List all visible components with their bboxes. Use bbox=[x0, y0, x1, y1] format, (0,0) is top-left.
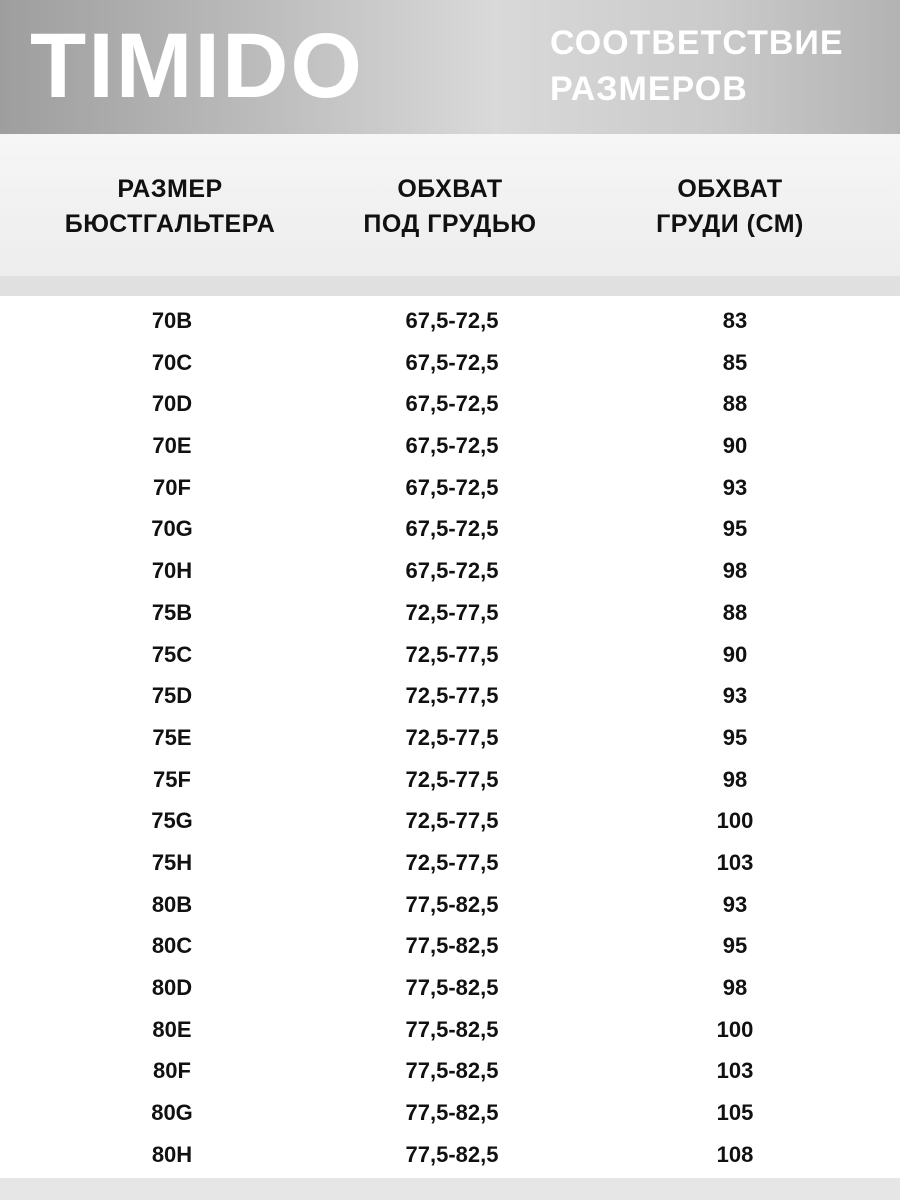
size-cell: 80H bbox=[151, 1141, 193, 1167]
header-banner bbox=[0, 0, 900, 134]
table-row bbox=[0, 550, 900, 592]
bust-cell: 90 bbox=[722, 433, 748, 459]
bust-cell: 105 bbox=[716, 1100, 754, 1126]
bust-cell: 95 bbox=[722, 724, 748, 750]
title-line-2: РАЗМЕРОВ bbox=[550, 70, 748, 108]
size-cell: 80E bbox=[152, 1016, 192, 1042]
size-cell: 70E bbox=[152, 433, 192, 459]
table-row bbox=[0, 842, 900, 884]
table-row bbox=[0, 300, 900, 342]
bust-cell: 98 bbox=[722, 558, 748, 584]
size-cell: 70B bbox=[151, 308, 193, 333]
table-row bbox=[0, 592, 900, 634]
underbust-cell: 77,5-82,5 bbox=[405, 1141, 499, 1167]
underbust-cell: 72,5-77,5 bbox=[405, 849, 499, 875]
column-header-underbust bbox=[310, 172, 590, 242]
table-row bbox=[0, 1050, 900, 1092]
underbust-cell: 67,5-72,5 bbox=[405, 349, 499, 375]
bust-cell: 88 bbox=[722, 599, 748, 625]
header-text: БЮСТГАЛЬТЕРА bbox=[64, 210, 276, 238]
header-text: ГРУДИ (СМ) bbox=[656, 210, 804, 238]
bust-cell: 88 bbox=[722, 391, 748, 417]
table-row bbox=[0, 675, 900, 717]
size-cell: 80D bbox=[151, 975, 193, 1000]
size-cell: 75B bbox=[151, 599, 193, 625]
underbust-cell: 77,5-82,5 bbox=[405, 933, 499, 959]
underbust-cell: 67,5-72,5 bbox=[405, 391, 499, 417]
bust-cell: 100 bbox=[716, 1016, 754, 1042]
bust-cell: 93 bbox=[722, 891, 748, 917]
size-cell: 70F bbox=[153, 474, 191, 500]
bust-cell: 98 bbox=[722, 766, 748, 792]
table-header bbox=[0, 134, 900, 276]
bust-cell: 108 bbox=[716, 1141, 754, 1167]
underbust-cell: 77,5-82,5 bbox=[405, 975, 499, 1000]
table-row bbox=[0, 800, 900, 842]
header-text: РАЗМЕР bbox=[117, 175, 223, 203]
size-cell: 80C bbox=[151, 933, 193, 959]
underbust-cell: 67,5-72,5 bbox=[405, 308, 499, 333]
bust-cell: 103 bbox=[716, 849, 754, 875]
table-row bbox=[0, 1134, 900, 1176]
header-divider bbox=[0, 276, 900, 296]
underbust-cell: 77,5-82,5 bbox=[405, 1100, 499, 1126]
header-text: ОБХВАТ bbox=[397, 175, 503, 203]
size-cell: 80B bbox=[151, 891, 193, 917]
size-cell: 70G bbox=[151, 516, 193, 542]
table-row bbox=[0, 967, 900, 1009]
underbust-cell: 77,5-82,5 bbox=[405, 1058, 499, 1084]
size-cell: 80F bbox=[153, 1058, 191, 1084]
underbust-cell: 72,5-77,5 bbox=[405, 641, 499, 667]
table-row bbox=[0, 884, 900, 926]
table-row bbox=[0, 425, 900, 467]
header-text: ПОД ГРУДЬЮ bbox=[363, 210, 537, 238]
underbust-cell: 67,5-72,5 bbox=[405, 558, 499, 584]
title-line-1: СООТВЕТСТВИЕ bbox=[550, 24, 844, 62]
table-row bbox=[0, 342, 900, 384]
bust-cell: 85 bbox=[722, 349, 748, 375]
underbust-cell: 72,5-77,5 bbox=[405, 766, 499, 792]
bust-cell: 93 bbox=[722, 474, 748, 500]
bust-cell: 83 bbox=[722, 308, 748, 333]
bust-cell: 98 bbox=[722, 975, 748, 1000]
underbust-cell: 67,5-72,5 bbox=[405, 516, 499, 542]
size-cell: 75E bbox=[152, 724, 192, 750]
table-row bbox=[0, 634, 900, 676]
brand-logo: TIMIDO bbox=[30, 15, 364, 117]
underbust-cell: 67,5-72,5 bbox=[405, 433, 499, 459]
table-row bbox=[0, 1092, 900, 1134]
table-row bbox=[0, 1009, 900, 1051]
column-header-size bbox=[30, 172, 310, 242]
page-title bbox=[550, 20, 890, 112]
size-cell: 70C bbox=[151, 349, 193, 375]
size-cell: 75F bbox=[153, 766, 191, 792]
underbust-cell: 72,5-77,5 bbox=[405, 599, 499, 625]
underbust-cell: 67,5-72,5 bbox=[405, 474, 499, 500]
underbust-cell: 72,5-77,5 bbox=[405, 724, 499, 750]
bust-cell: 90 bbox=[722, 641, 748, 667]
size-cell: 70H bbox=[151, 558, 193, 584]
column-header-bust bbox=[590, 172, 870, 242]
size-cell: 75G bbox=[151, 808, 193, 834]
size-cell: 75D bbox=[151, 683, 193, 709]
table-row bbox=[0, 759, 900, 801]
bust-cell: 100 bbox=[716, 808, 754, 834]
table-row bbox=[0, 717, 900, 759]
size-table-body bbox=[0, 300, 900, 1175]
bust-cell: 103 bbox=[716, 1058, 754, 1084]
bust-cell: 95 bbox=[722, 516, 748, 542]
size-cell: 80G bbox=[151, 1100, 193, 1126]
header-text: ОБХВАТ bbox=[677, 175, 783, 203]
size-cell: 70D bbox=[151, 391, 193, 417]
bust-cell: 95 bbox=[722, 933, 748, 959]
underbust-cell: 72,5-77,5 bbox=[405, 683, 499, 709]
underbust-cell: 77,5-82,5 bbox=[405, 891, 499, 917]
bust-cell: 93 bbox=[722, 683, 748, 709]
table-row bbox=[0, 925, 900, 967]
table-row bbox=[0, 508, 900, 550]
table-row bbox=[0, 467, 900, 509]
underbust-cell: 77,5-82,5 bbox=[405, 1016, 499, 1042]
table-row bbox=[0, 383, 900, 425]
size-cell: 75H bbox=[151, 849, 193, 875]
underbust-cell: 72,5-77,5 bbox=[405, 808, 499, 834]
size-cell: 75C bbox=[151, 641, 193, 667]
footer-strip bbox=[0, 1178, 900, 1200]
